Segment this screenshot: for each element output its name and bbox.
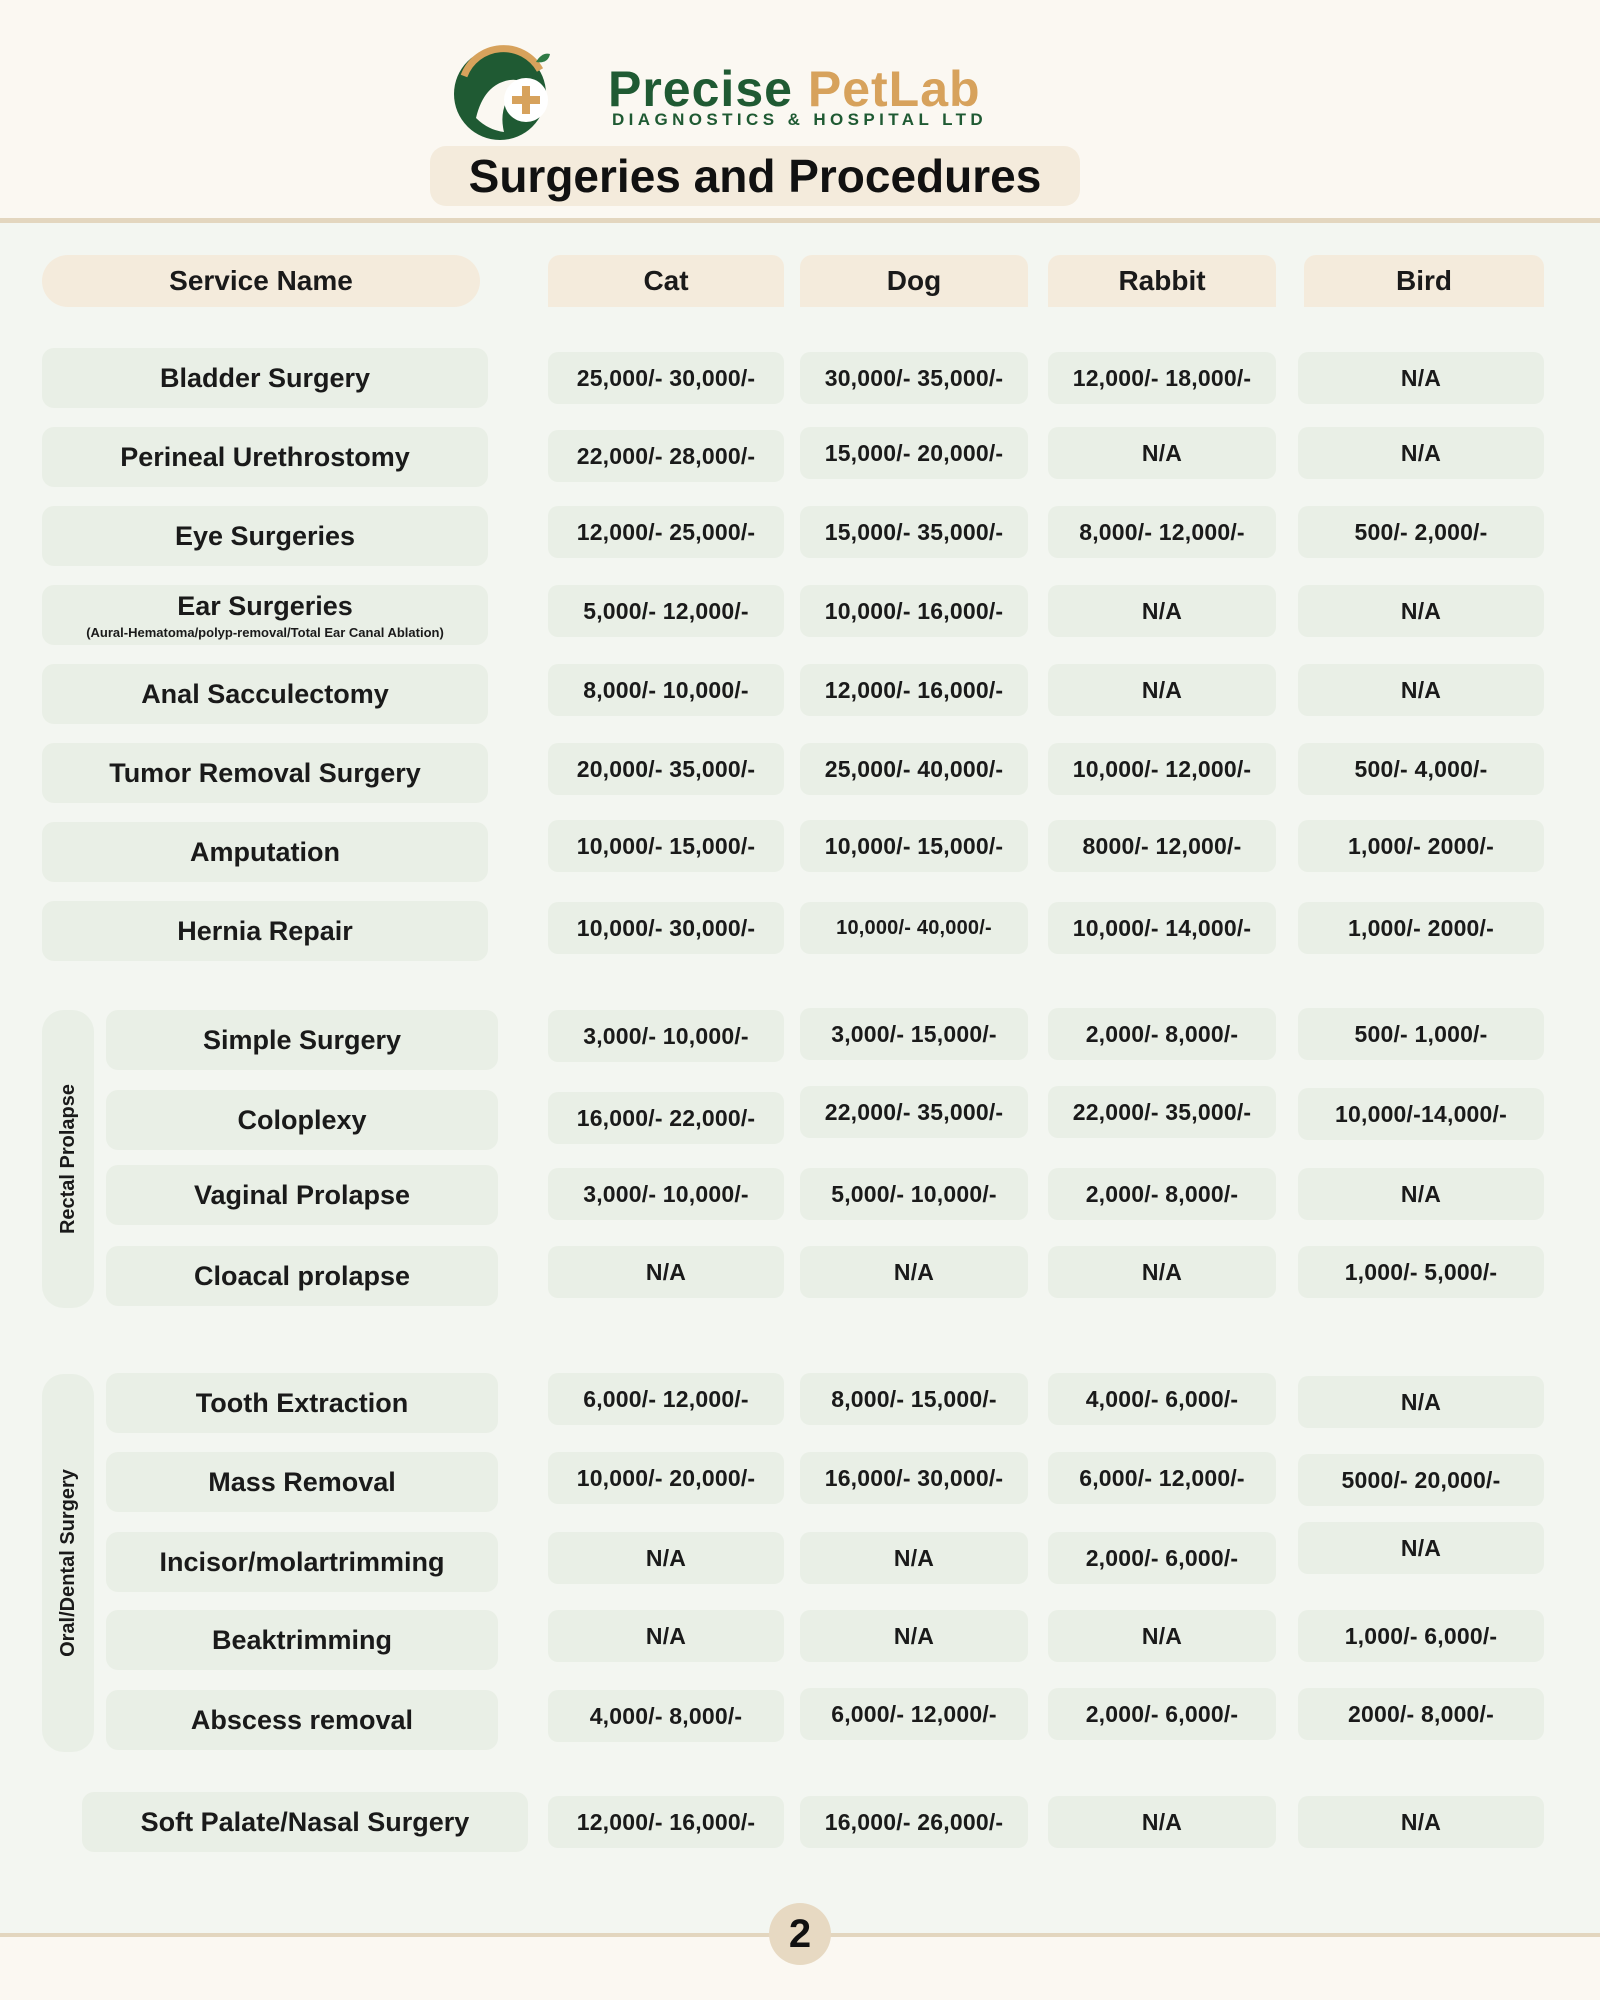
- price-cat: N/A: [548, 1246, 784, 1298]
- brand-name-part1: Precise: [608, 61, 793, 117]
- brand-name-part2: PetLab: [807, 61, 981, 117]
- service-label: Coloplexy: [237, 1104, 367, 1135]
- column-header-bird: Bird: [1304, 255, 1544, 307]
- service-label: Simple Surgery: [202, 1024, 402, 1055]
- column-header-cat: Cat: [548, 255, 784, 307]
- price-rabbit: 2,000/- 8,000/-: [1048, 1168, 1276, 1220]
- price-cat: 5,000/- 12,000/-: [548, 585, 784, 637]
- price-dog: N/A: [800, 1532, 1028, 1584]
- price-rabbit: 6,000/- 12,000/-: [1048, 1452, 1276, 1504]
- price-rabbit: 8000/- 12,000/-: [1048, 820, 1276, 872]
- price-dog: 10,000/- 15,000/-: [800, 820, 1028, 872]
- price-bird: 500/- 1,000/-: [1298, 1008, 1544, 1060]
- service-name: [42, 506, 488, 566]
- service-label: Anal Sacculectomy: [141, 678, 389, 709]
- service-name: [106, 1165, 498, 1225]
- column-header-rabbit: Rabbit: [1048, 255, 1276, 307]
- price-bird: 1,000/- 6,000/-: [1298, 1610, 1544, 1662]
- price-dog: 6,000/- 12,000/-: [800, 1688, 1028, 1740]
- service-name: [42, 585, 488, 645]
- price-bird: 500/- 2,000/-: [1298, 506, 1544, 558]
- price-bird: 1,000/- 5,000/-: [1298, 1246, 1544, 1298]
- service-name: [106, 1373, 498, 1433]
- service-name: [106, 1090, 498, 1150]
- price-cat: 3,000/- 10,000/-: [548, 1010, 784, 1062]
- price-rabbit: 2,000/- 6,000/-: [1048, 1532, 1276, 1584]
- column-header-dog: Dog: [800, 255, 1028, 307]
- service-label: Perineal Urethrostomy: [120, 441, 410, 472]
- price-dog: 8,000/- 15,000/-: [800, 1373, 1028, 1425]
- price-cat: N/A: [548, 1610, 784, 1662]
- service-name: [42, 743, 488, 803]
- service-name: [106, 1452, 498, 1512]
- price-bird: N/A: [1298, 1522, 1544, 1574]
- price-rabbit: 12,000/- 18,000/-: [1048, 352, 1276, 404]
- price-cat: 12,000/- 25,000/-: [548, 506, 784, 558]
- price-bird: 1,000/- 2000/-: [1298, 902, 1544, 954]
- service-label: Eye Surgeries: [174, 520, 356, 551]
- service-label: Amputation: [190, 836, 340, 867]
- price-rabbit: N/A: [1048, 585, 1276, 637]
- service-label: Soft Palate/Nasal Surgery: [140, 1806, 470, 1837]
- price-cat: 10,000/- 15,000/-: [548, 820, 784, 872]
- group-label-oral-dental: Oral/Dental Surgery: [56, 1469, 79, 1657]
- price-dog: 10,000/- 40,000/-: [800, 902, 1028, 954]
- price-rabbit: 2,000/- 8,000/-: [1048, 1008, 1276, 1060]
- service-name: [106, 1690, 498, 1750]
- price-bird: N/A: [1298, 585, 1544, 637]
- price-bird: 2000/- 8,000/-: [1298, 1688, 1544, 1740]
- price-dog: 5,000/- 10,000/-: [800, 1168, 1028, 1220]
- price-dog: 10,000/- 16,000/-: [800, 585, 1028, 637]
- price-rabbit: 2,000/- 6,000/-: [1048, 1688, 1276, 1740]
- service-name: [42, 822, 488, 882]
- price-cat: 16,000/- 22,000/-: [548, 1092, 784, 1144]
- price-bird: N/A: [1298, 1376, 1544, 1428]
- service-name: [106, 1610, 498, 1670]
- price-dog: 30,000/- 35,000/-: [800, 352, 1028, 404]
- service-name: [106, 1246, 498, 1306]
- price-dog: N/A: [800, 1246, 1028, 1298]
- price-cat: 8,000/- 10,000/-: [548, 664, 784, 716]
- service-name: [42, 901, 488, 961]
- price-bird: 500/- 4,000/-: [1298, 743, 1544, 795]
- price-dog: 25,000/- 40,000/-: [800, 743, 1028, 795]
- service-note: (Aural-Hematoma/polyp-removal/Total Ear Canal Ablation): [86, 624, 444, 640]
- service-label: Ear Surgeries: [177, 590, 353, 621]
- price-bird: 5000/- 20,000/-: [1298, 1454, 1544, 1506]
- service-name: [42, 427, 488, 487]
- service-label: Incisor/molartrimming: [159, 1546, 445, 1577]
- service-name: [42, 348, 488, 408]
- price-cat: 25,000/- 30,000/-: [548, 352, 784, 404]
- price-rabbit: N/A: [1048, 1796, 1276, 1848]
- price-dog: 3,000/- 15,000/-: [800, 1008, 1028, 1060]
- price-cat: 4,000/- 8,000/-: [548, 1690, 784, 1742]
- price-rabbit: 10,000/- 14,000/-: [1048, 902, 1276, 954]
- price-cat: 20,000/- 35,000/-: [548, 743, 784, 795]
- service-label: Tumor Removal Surgery: [109, 757, 421, 788]
- price-bird: N/A: [1298, 427, 1544, 479]
- service-label: Cloacal prolapse: [193, 1260, 411, 1291]
- service-name: [42, 664, 488, 724]
- price-bird: N/A: [1298, 352, 1544, 404]
- service-label: Mass Removal: [208, 1466, 396, 1497]
- price-dog: N/A: [800, 1610, 1028, 1662]
- brand-logo-icon: [444, 40, 574, 144]
- group-label-rectal-prolapse: Rectal Prolapse: [56, 1083, 79, 1235]
- price-rabbit: 4,000/- 6,000/-: [1048, 1373, 1276, 1425]
- price-dog: 16,000/- 30,000/-: [800, 1452, 1028, 1504]
- price-cat: 10,000/- 20,000/-: [548, 1452, 784, 1504]
- service-name: [82, 1792, 528, 1852]
- price-bird: N/A: [1298, 1168, 1544, 1220]
- service-label: Vaginal Prolapse: [193, 1179, 411, 1210]
- price-bird: N/A: [1298, 664, 1544, 716]
- price-rabbit: N/A: [1048, 427, 1276, 479]
- price-bird: N/A: [1298, 1796, 1544, 1848]
- page-title: Surgeries and Procedures: [468, 150, 1042, 202]
- price-cat: 6,000/- 12,000/-: [548, 1373, 784, 1425]
- service-label: Bladder Surgery: [159, 362, 371, 393]
- price-rabbit: N/A: [1048, 1246, 1276, 1298]
- price-rabbit: N/A: [1048, 664, 1276, 716]
- price-dog: 15,000/- 20,000/-: [800, 427, 1028, 479]
- service-label: Tooth Extraction: [195, 1387, 409, 1418]
- column-header-service: Service Name: [42, 255, 480, 307]
- price-cat: 22,000/- 28,000/-: [548, 430, 784, 482]
- service-label: Beaktrimming: [211, 1624, 393, 1655]
- price-dog: 15,000/- 35,000/-: [800, 506, 1028, 558]
- service-name: [106, 1532, 498, 1592]
- price-rabbit: N/A: [1048, 1610, 1276, 1662]
- price-bird: 10,000/-14,000/-: [1298, 1088, 1544, 1140]
- page-number: 2: [769, 1903, 831, 1965]
- price-rabbit: 22,000/- 35,000/-: [1048, 1086, 1276, 1138]
- price-cat: 12,000/- 16,000/-: [548, 1796, 784, 1848]
- price-cat: 10,000/- 30,000/-: [548, 902, 784, 954]
- brand-subtitle: DIAGNOSTICS & HOSPITAL LTD: [612, 110, 988, 129]
- service-name: [106, 1010, 498, 1070]
- price-dog: 22,000/- 35,000/-: [800, 1086, 1028, 1138]
- price-bird: 1,000/- 2000/-: [1298, 820, 1544, 872]
- price-cat: N/A: [548, 1532, 784, 1584]
- service-label: Hernia Repair: [177, 915, 353, 946]
- price-dog: 16,000/- 26,000/-: [800, 1796, 1028, 1848]
- price-cat: 3,000/- 10,000/-: [548, 1168, 784, 1220]
- service-label: Abscess removal: [190, 1704, 414, 1735]
- price-rabbit: 10,000/- 12,000/-: [1048, 743, 1276, 795]
- price-rabbit: 8,000/- 12,000/-: [1048, 506, 1276, 558]
- price-dog: 12,000/- 16,000/-: [800, 664, 1028, 716]
